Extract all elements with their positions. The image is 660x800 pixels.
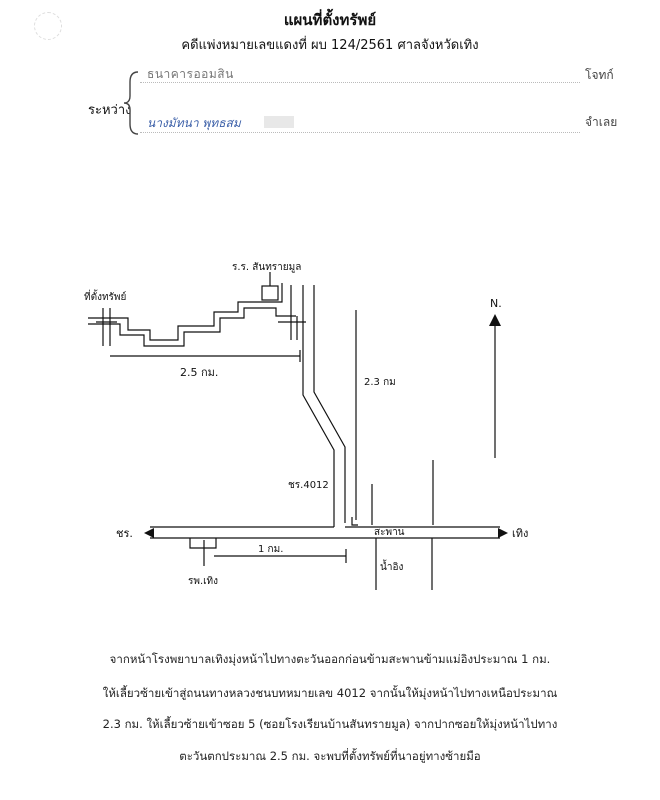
property-marker bbox=[96, 308, 117, 346]
case-number-line: คดีแพ่งหมายเลขแดงที่ ผบ 124/2561 ศาลจังหวัดเทิง bbox=[181, 38, 479, 53]
highway-label: ชร.4012 bbox=[288, 480, 329, 491]
west-arrow-icon bbox=[144, 528, 154, 538]
directions-line-4: ตะวันตกประมาณ 2.5 กม. จะพบที่ตั้งทรัพย์ที่นาอยู่ทางซ้ายมือ bbox=[179, 749, 481, 763]
hospital-label: รพ.เทิง bbox=[188, 576, 219, 587]
river-label: น้ำอิง bbox=[380, 562, 404, 573]
directions-line-1: จากหน้าโรงพยาบาลเทิงมุ่งหน้าไปทางตะวันออกก่อนข้ามสะพานข้ามแม่อิงประมาณ 1 กม. bbox=[109, 652, 551, 666]
school-label: ร.ร. สันทรายมูล bbox=[232, 262, 302, 273]
page-title: แผนที่ตั้งทรัพย์ bbox=[283, 11, 377, 29]
defendant-name: นางมัทนา พุทธสม bbox=[147, 116, 241, 130]
school-building bbox=[262, 286, 278, 300]
river-line bbox=[372, 460, 433, 525]
east-end-label: เทิง bbox=[512, 527, 529, 540]
north-distance-label: 2.3 กม bbox=[364, 377, 396, 388]
north-arrow-icon bbox=[489, 314, 501, 326]
bridge-bracket bbox=[352, 517, 358, 525]
property-label: ที่ตั้งทรัพย์ bbox=[84, 292, 127, 303]
defendant-role: จำเลย bbox=[585, 115, 618, 129]
east-arrow-icon bbox=[498, 528, 508, 538]
plaintiff-name: ธนาคารออมสิน bbox=[147, 67, 234, 81]
soi-road-lower bbox=[88, 308, 296, 346]
west-distance-line bbox=[110, 350, 300, 362]
hospital-distance-label: 1 กม. bbox=[258, 544, 284, 555]
between-label: ระหว่าง bbox=[88, 103, 132, 118]
plaintiff-role: โจทก์ bbox=[585, 68, 614, 82]
north-label: N. bbox=[490, 297, 502, 310]
hospital-marker bbox=[190, 538, 216, 566]
directions-line-2: ให้เลี้ยวซ้ายเข้าสู่ถนนทางหลวงชนบทหมายเลข 4012 จากนั้นให้มุ่งหน้าไปทางเหนือประมาณ bbox=[102, 686, 558, 700]
west-end-label: ชร. bbox=[116, 527, 133, 540]
west-distance-label: 2.5 กม. bbox=[180, 366, 219, 379]
bridge-label: สะพาน bbox=[374, 527, 405, 538]
directions-line-3: 2.3 กม. ให้เลี้ยวซ้ายเข้าซอย 5 (ซอยโรงเรียนบ้านสันทรายมูล) จากปากซอยให้มุ่งหน้าไปทาง bbox=[102, 717, 558, 731]
highway-west-line bbox=[291, 285, 297, 340]
